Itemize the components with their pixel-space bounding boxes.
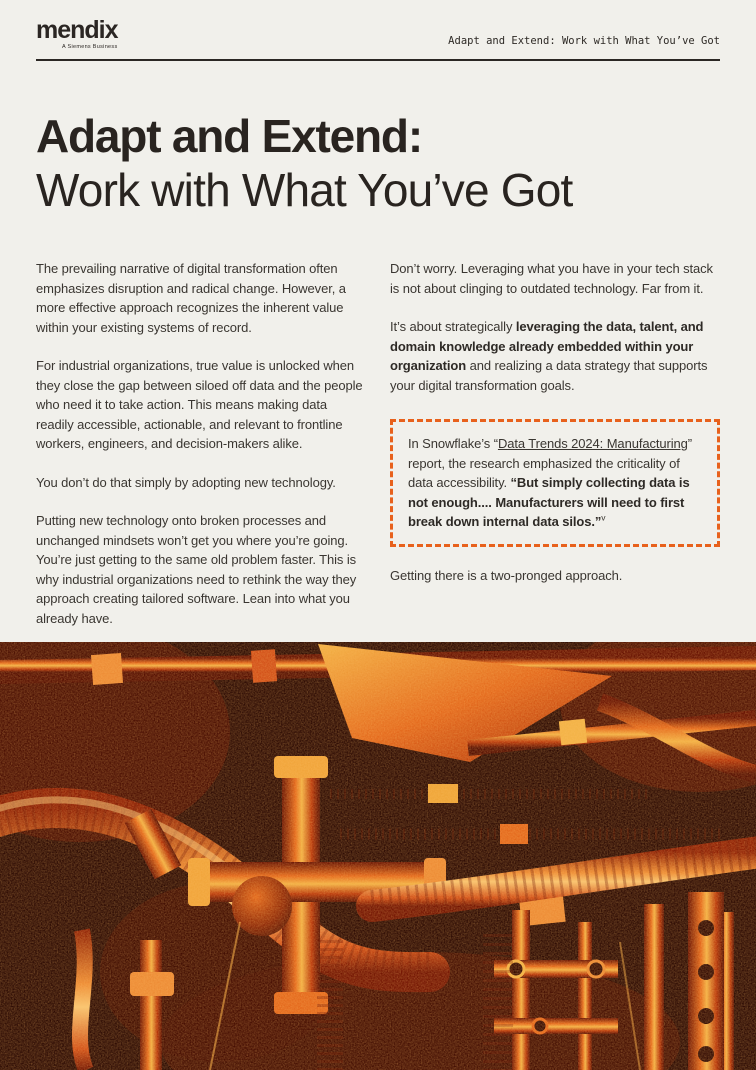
bold-text-run: leveraging the data, talent, and domain knowledge already embedded within your organization [390, 319, 704, 373]
snowflake-report-link[interactable]: Data Trends 2024: Manufacturing [497, 436, 688, 451]
callout-text [408, 434, 702, 532]
bold-quote: “But simply collecting data is not enough.... Manufacturers will need to first break down internal data silos.” [408, 475, 690, 529]
mendix-logo [36, 18, 118, 50]
paragraph: For industrial organizations, true value is unlocked when they close the gap between siloed off data and the people who need it to take action. This means making data readily accessible, actionable, and relevant to frontline workers, engineers, and decision-makers alike. [36, 358, 363, 451]
machinery-photo-illustration [0, 642, 756, 1070]
text-run: It’s about strategically [390, 319, 516, 334]
mendix-wordmark: mendix [36, 16, 118, 44]
text-run: ” report, the research emphasized the criticality of data accessibility. [408, 436, 693, 490]
paragraph: Putting new technology onto broken processes and unchanged mindsets won’t get you where you’re going. You’re just getting to the same old problem faster. This is why industrial organizations need to rethink the way they approach creating tailored software. Lean into what you already have. [36, 513, 357, 626]
paragraph: You don’t do that simply by adopting new technology. [36, 474, 336, 490]
page-header [36, 0, 720, 61]
left-column [36, 259, 366, 647]
title-line-2: Work with What You’ve Got [36, 164, 573, 216]
text-run: and realizing a data strategy that supports your digital transformation goals. [390, 358, 708, 393]
running-title: Adapt and Extend: Work with What You’ve Got [448, 35, 720, 47]
text-run: In Snowflake’s “ [408, 436, 498, 451]
paragraph: The prevailing narrative of digital transformation often emphasizes disruption and radical change. However, a more effective approach recognizes the inherent value within your existing systems of record. [36, 261, 346, 335]
industrial-machinery-image [0, 642, 756, 1070]
paragraph: Getting there is a two-pronged approach. [390, 567, 623, 583]
siemens-tagline: A Siemens Business [61, 44, 118, 50]
footnote-marker: v [601, 512, 606, 523]
paragraph: Don’t worry. Leveraging what you have in your tech stack is not about clinging to outdated technology. Far from it. [390, 261, 713, 296]
title-line-1: Adapt and Extend: [36, 110, 422, 162]
paragraph [390, 317, 720, 395]
body-columns [36, 259, 720, 647]
callout-quote-box [390, 419, 720, 547]
page-title [36, 109, 720, 217]
right-column [390, 259, 720, 647]
